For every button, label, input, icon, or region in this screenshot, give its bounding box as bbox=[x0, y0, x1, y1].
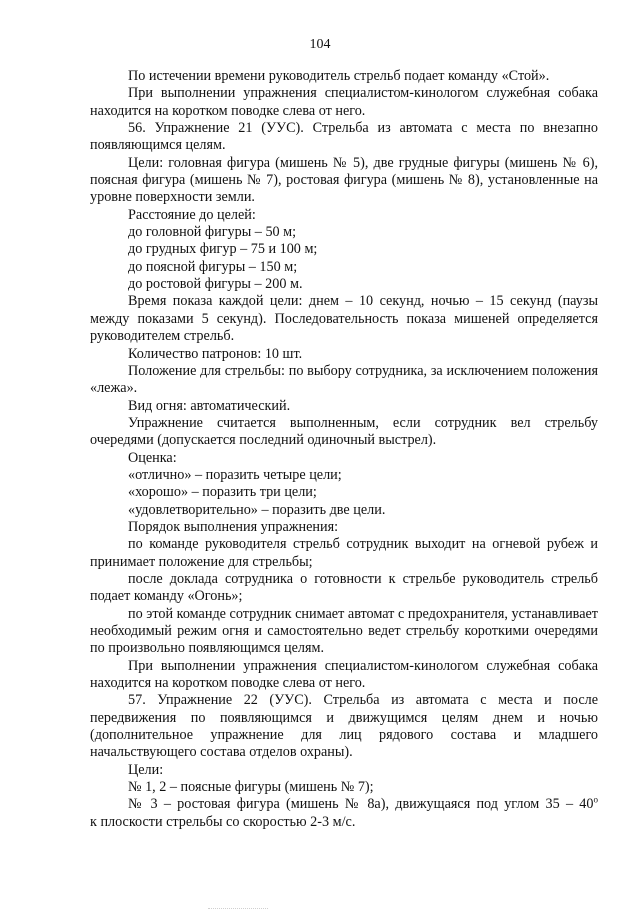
list-item: по этой команде сотрудник снимает автомат с предохранителя, устанавливает необходимый режим огня и самостоятельно ведет стрельбу короткими очередями по произвольно появляющимся целям. bbox=[90, 605, 598, 657]
list-item: по команде руководителя стрельб сотрудник выходит на огневой рубеж и принимает положение для стрельбы; bbox=[90, 536, 598, 570]
degree-symbol: o bbox=[593, 794, 598, 805]
list-item: после доклада сотрудника о готовности к стрельбе руководитель стрельб подает команду «Огонь»; bbox=[90, 570, 598, 605]
paragraph: Вид огня: автоматический. bbox=[128, 397, 291, 414]
paragraph: Оценка: bbox=[128, 449, 177, 466]
list-item: «удовлетворительно» – поразить две цели. bbox=[128, 501, 386, 518]
list-item-continuation: к плоскости стрельбы со скоростью 2-3 м/с. bbox=[90, 813, 356, 830]
paragraph: Упражнение считается выполненным, если сотрудник вел стрельбу очередями (допускается последний одиночный выстрел). bbox=[90, 414, 598, 449]
paragraph: При выполнении упражнения специалистом-кинологом служебная собака находится на коротком поводке слева от него. bbox=[90, 85, 598, 119]
list-item: «хорошо» – поразить три цели; bbox=[128, 484, 317, 501]
paragraph: Положение для стрельбы: по выбору сотрудника, за исключением положения «лежа». bbox=[90, 362, 598, 397]
list-item: до грудных фигур – 75 и 100 м; bbox=[128, 241, 318, 258]
paragraph: По истечении времени руководитель стрельб подает команду «Стой». bbox=[128, 68, 550, 84]
list-item: «отлично» – поразить четыре цели; bbox=[128, 466, 342, 483]
list-item-text: № 3 – ростовая фигура (мишень № 8а), движущаяся под углом 35 – 40 bbox=[128, 796, 594, 813]
paragraph: При выполнении упражнения специалистом-кинологом служебная собака находится на коротком поводке слева от него. bbox=[90, 657, 598, 692]
list-item: до ростовой фигуры – 200 м. bbox=[128, 276, 303, 293]
scan-artifact bbox=[208, 908, 268, 912]
paragraph: Расстояние до целей: bbox=[128, 206, 256, 223]
page-number: 104 bbox=[309, 37, 331, 52]
paragraph: Цели: головная фигура (мишень № 5), две грудные фигуры (мишень № 6), поясная фигура (мишень № 7), ростовая фигура (мишень № 8), установленные на уровне поверхности земли. bbox=[90, 154, 598, 206]
list-item: № 1, 2 – поясные фигуры (мишень № 7); bbox=[128, 779, 374, 796]
list-item-with-degree bbox=[90, 796, 598, 813]
paragraph: Количество патронов: 10 шт. bbox=[128, 345, 303, 362]
paragraph: Порядок выполнения упражнения: bbox=[128, 518, 339, 535]
paragraph: Время показа каждой цели: днем – 10 секунд, ночью – 15 секунд (паузы между показами 5 секунд). Последовательность показа мишеней определяется руководителем стрельб. bbox=[90, 293, 598, 345]
paragraph: 57. Упражнение 22 (УУС). Стрельба из автомата с места и после передвижения по появляющимся и движущимся целям днем и ночью (дополнительное упражнение для лиц рядового состава и младшего начальствующего состава отделов охраны). bbox=[90, 692, 598, 761]
document-body bbox=[90, 68, 598, 831]
paragraph: 56. Упражнение 21 (УУС). Стрельба из автомата с места по внезапно появляющимся целям. bbox=[90, 120, 598, 154]
list-item: до головной фигуры – 50 м; bbox=[128, 224, 297, 241]
list-item: до поясной фигуры – 150 м; bbox=[128, 258, 298, 275]
paragraph: Цели: bbox=[128, 761, 164, 778]
